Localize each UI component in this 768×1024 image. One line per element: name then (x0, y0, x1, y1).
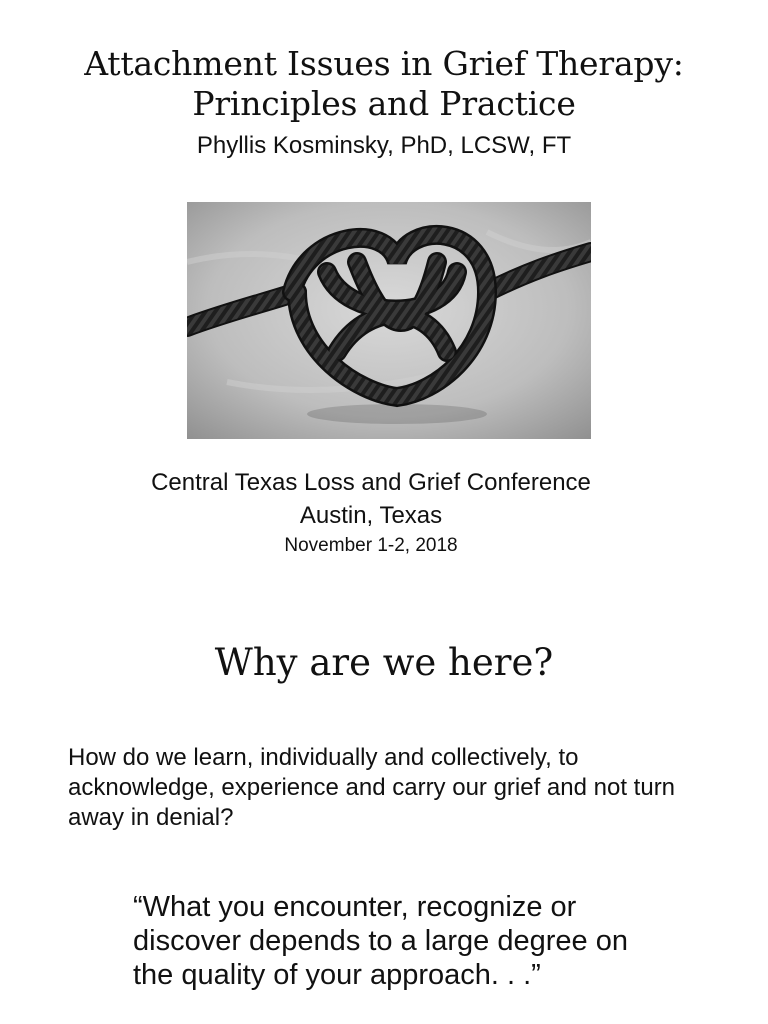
question-paragraph: How do we learn, individually and collectively, to acknowledge, experience and carry our grief and not turn away in denial? (68, 744, 676, 831)
quote-text: “What you encounter, recognize or discover depends to a large degree on the quality of your approach. . .” (133, 891, 628, 991)
conference-date: November 1-2, 2018 (284, 535, 458, 556)
slide-title-line-2: Principles and Practice (192, 84, 576, 123)
author-name: Phyllis Kosminsky, PhD, LCSW, FT (196, 132, 572, 159)
slide-title-line-1: Attachment Issues in Grief Therapy: (84, 44, 684, 83)
conference-location: Austin, Texas (299, 502, 443, 529)
rope-knot-photo (187, 202, 591, 439)
section-heading: Why are we here? (214, 641, 554, 684)
conference-name: Central Texas Loss and Grief Conference (151, 469, 591, 496)
